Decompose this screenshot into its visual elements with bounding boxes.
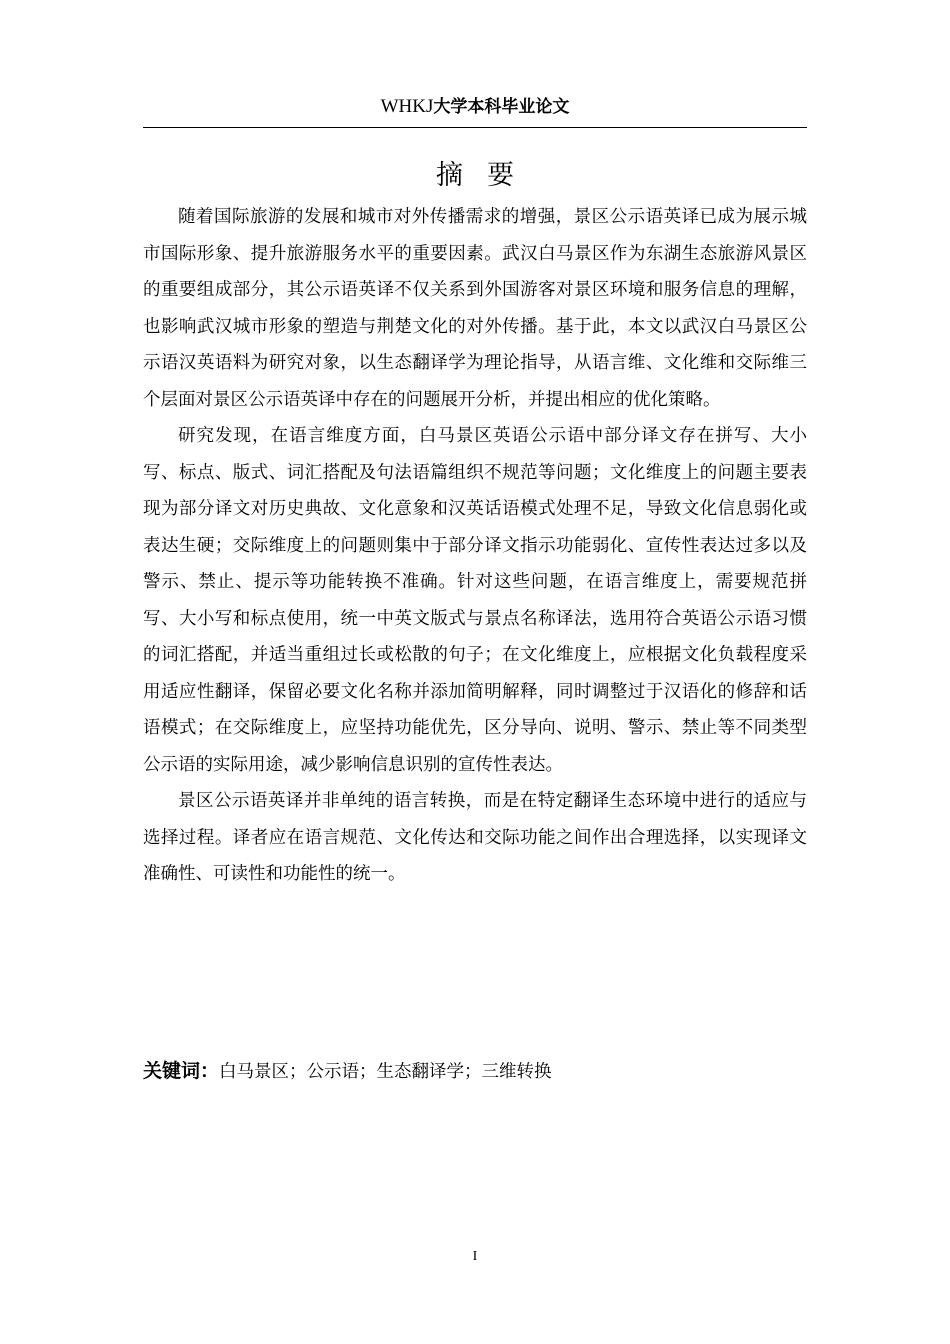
header-rule <box>143 127 807 128</box>
abstract-paragraph-3: 景区公示语英译并非单纯的语言转换，而是在特定翻译生态环境中进行的适应与选择过程。译者应在语言规范、文化传达和交际功能之间作出合理选择，以实现译文准确性、可读性和功能性的统一。 <box>143 791 807 884</box>
abstract-body <box>143 199 807 893</box>
keywords-label: 关键词： <box>143 1060 220 1082</box>
header-prefix: WHKJ <box>380 96 434 117</box>
page-title: 摘要 <box>436 160 538 191</box>
running-header <box>0 94 950 120</box>
keywords-text: 白马景区；公示语；生态翻译学；三维转换 <box>219 1062 552 1082</box>
keywords <box>143 1055 807 1088</box>
page-number: I <box>472 1249 478 1264</box>
abstract-paragraph-1: 随着国际旅游的发展和城市对外传播需求的增强，景区公示语英译已成为展示城市国际形象、提升旅游服务水平的重要因素。武汉白马景区作为东湖生态旅游风景区的重要组成部分，其公示语英译不仅关系到外国游客对景区环境和服务信息的理解，也影响武汉城市形象的塑造与荆楚文化的对外传播。基于此，本文以武汉白马景区公示语汉英语料为研究对象，以生态翻译学为理论指导，从语言维、文化维和交际维三个层面对景区公示语英译中存在的问题展开分析，并提出相应的优化策略。 <box>143 207 807 410</box>
header-text: 大学本科毕业论文 <box>433 97 570 117</box>
abstract-paragraph-2: 研究发现，在语言维度方面，白马景区英语公示语中部分译文存在拼写、大小写、标点、版式、词汇搭配及句法语篇组织不规范等问题；文化维度上的问题主要表现为部分译文对历史典故、文化意象和汉英话语模式处理不足，导致文化信息弱化或表达生硬；交际维度上的问题则集中于部分译文指示功能弱化、宣传性表达过多以及警示、禁止、提示等功能转换不准确。针对这些问题，在语言维度上，需要规范拼写、大小写和标点使用，统一中英文版式与景点名称译法，选用符合英语公示语习惯的词汇搭配，并适当重组过长或松散的句子；在文化维度上，应根据文化负载程度采用适应性翻译，保留必要文化名称并添加简明解释，同时调整过于汉语化的修辞和话语模式；在交际维度上，应坚持功能优先，区分导向、说明、警示、禁止等不同类型公示语的实际用途，减少影响信息识别的宣传性表达。 <box>143 426 807 775</box>
